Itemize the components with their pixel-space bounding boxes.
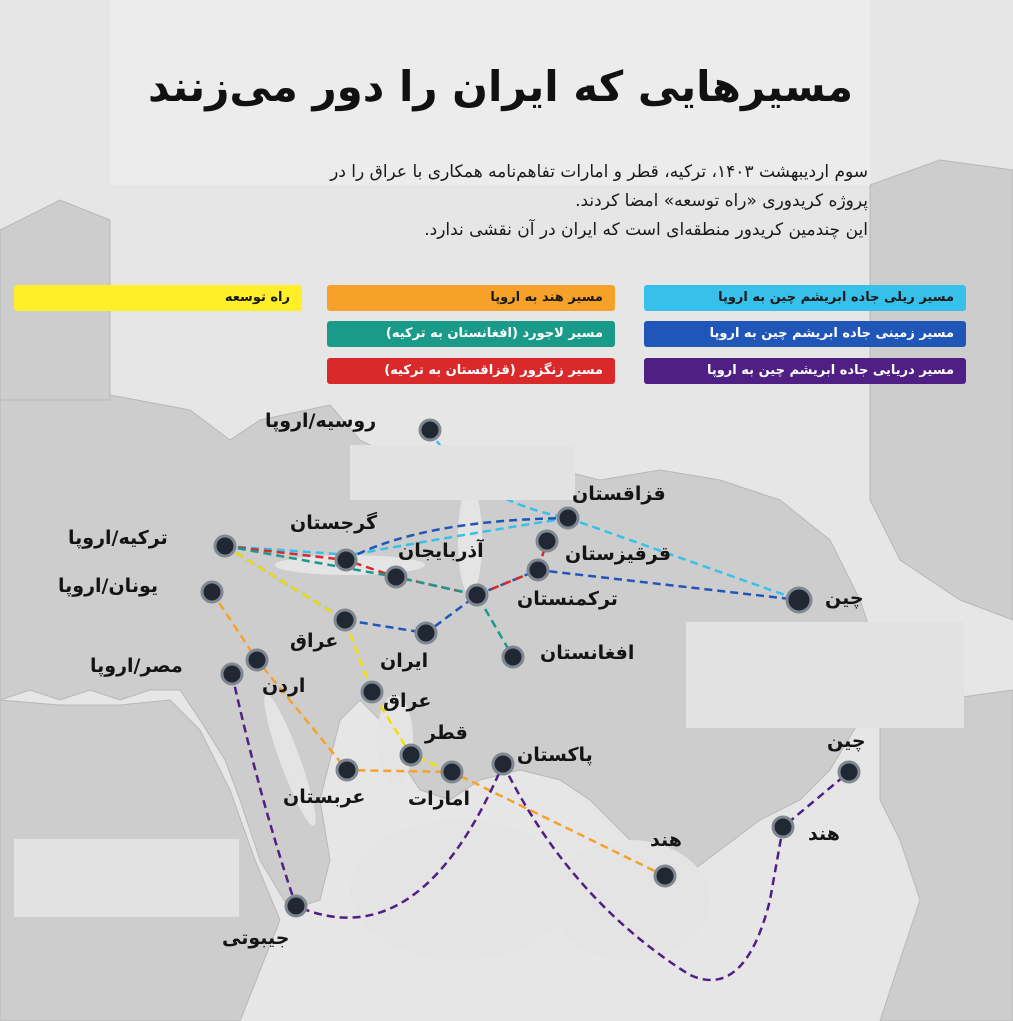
label-china: چین — [825, 587, 864, 609]
node-djibouti — [286, 896, 306, 916]
legend-zangezur-route: مسیر زنگزور (قزاقستان به ترکیه) — [327, 358, 615, 384]
description — [168, 158, 868, 245]
legend-india-europe: مسیر هند به اروپا — [327, 285, 615, 311]
legend-rail-silk-road: مسیر ریلی جاده ابریشم چین به اروپا — [644, 285, 966, 311]
legend-land-silk-road: مسیر زمینی جاده ابریشم چین به اروپا — [644, 321, 966, 347]
label-russia-europe: روسیه/اروپا — [265, 410, 377, 432]
node-iraq1 — [335, 610, 355, 630]
node-iran — [416, 623, 436, 643]
blank-patch — [350, 445, 575, 500]
label-jordan: اردن — [262, 675, 306, 697]
label-djibouti: جیبوتی — [222, 927, 290, 949]
label-egypt-europe: مصر/اروپا — [90, 655, 183, 677]
node-greece — [202, 582, 222, 602]
node-qatar — [401, 745, 421, 765]
label-emirates: امارات — [408, 788, 470, 810]
node-georgia — [336, 550, 356, 570]
legend-sea-silk-road: مسیر دریایی جاده ابریشم چین به اروپا — [644, 358, 966, 384]
legend-lapis-route: مسیر لاجورد (افغانستان به ترکیه) — [327, 321, 615, 347]
label-turkmenistan: ترکمنستان — [517, 588, 618, 610]
node-kazakhstan — [558, 508, 578, 528]
label-pakistan: پاکستان — [517, 744, 593, 766]
label-greece-europe: یونان/اروپا — [58, 575, 159, 597]
label-saudi-arabia: عربستان — [283, 786, 366, 808]
node-caspian — [467, 585, 487, 605]
node-russia — [420, 420, 440, 440]
node-jordan — [247, 650, 267, 670]
description-line: پروژه کریدوری «راه توسعه» امضا کردند. — [575, 191, 868, 211]
label-kazakhstan: قزاقستان — [572, 483, 666, 505]
node-india1 — [655, 866, 675, 886]
label-qatar: قطر — [425, 722, 468, 744]
node-iraq2 — [362, 682, 382, 702]
label-kyrgyzstan: قرقیزستان — [565, 543, 672, 565]
node-afghanistan — [503, 647, 523, 667]
page-title: مسیرهایی که ایران را دور می‌زنند — [148, 62, 853, 111]
blank-patch — [686, 622, 964, 728]
label-india: هند — [650, 829, 682, 851]
description-line: این چندمین کریدور منطقه‌ای است که ایران در آن نقشی ندارد. — [424, 220, 868, 240]
label-georgia: گرجستان — [290, 512, 378, 534]
node-arabia — [337, 760, 357, 780]
blank-patch — [14, 839, 239, 917]
node-turkey — [215, 536, 235, 556]
node-china1 — [787, 588, 811, 612]
label-turkey-europe: ترکیه/اروپا — [68, 527, 168, 549]
label-afghanistan: افغانستان — [540, 642, 635, 664]
node-india2 — [773, 817, 793, 837]
node-china2 — [839, 762, 859, 782]
node-azerbaijan — [386, 567, 406, 587]
legend-rah-tosee: راه توسعه — [14, 285, 302, 311]
node-pakistan — [493, 754, 513, 774]
description-line: سوم اردیبهشت ۱۴۰۳، ترکیه، قطر و امارات تفاهم‌نامه همکاری با عراق را در — [330, 162, 868, 182]
label-iraq: عراق — [290, 630, 339, 652]
label-azerbaijan: آذربایجان — [398, 540, 484, 562]
label-iraq-2: عراق — [383, 690, 432, 712]
node-turkmenistan — [528, 560, 548, 580]
node-egypt — [222, 664, 242, 684]
label-india-2: هند — [808, 823, 840, 845]
label-iran: ایران — [380, 650, 429, 672]
node-emirates — [442, 762, 462, 782]
node-kyrgyzstan — [537, 531, 557, 551]
label-china-2: چین — [827, 730, 866, 752]
